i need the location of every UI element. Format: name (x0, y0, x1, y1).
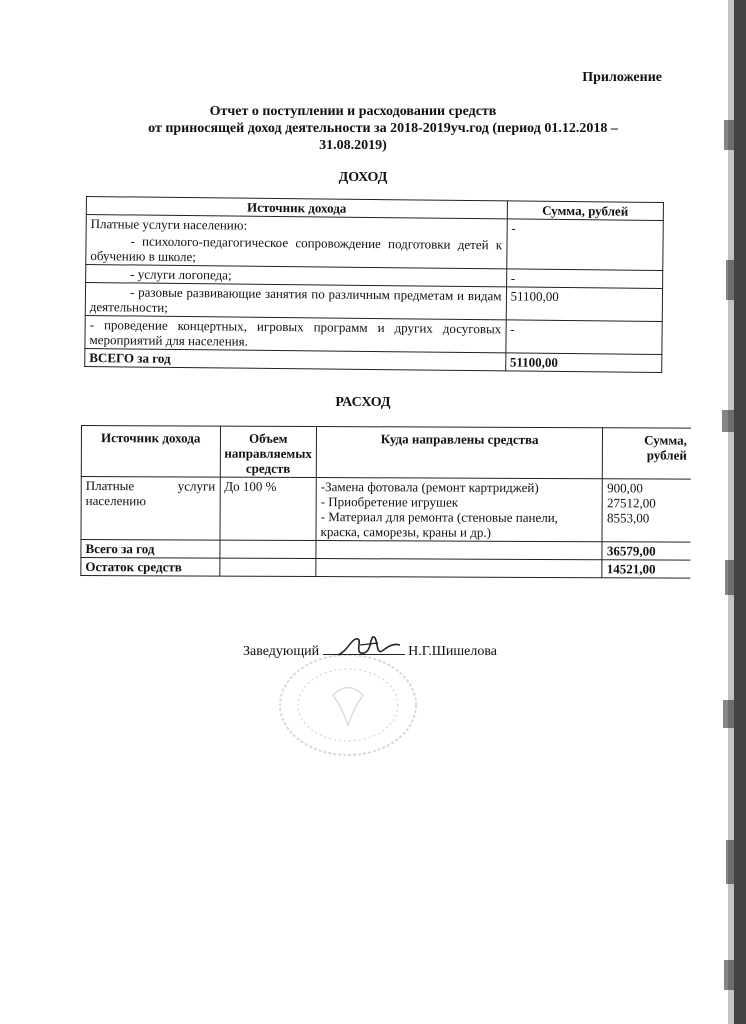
amount-item: 900,00 (607, 480, 643, 496)
column-header-source: Источник дохода (81, 426, 220, 478)
expense-volume-cell: До 100 % (220, 477, 317, 540)
income-amount-cell: - (506, 269, 663, 289)
income-source-cell: - психолого-педагогическое сопровождение подготовки детей к обучению в школе; (86, 232, 507, 269)
amount-item: 27512,00 (607, 495, 656, 511)
scan-edge-artifact (686, 0, 746, 1024)
empty-cell (219, 540, 316, 558)
income-amount-cell: 51100,00 (506, 287, 663, 322)
amount-item: 8553,00 (606, 510, 650, 526)
income-amount-cell: - (505, 320, 662, 355)
empty-cell (219, 558, 316, 576)
handwritten-signature (330, 625, 410, 665)
purpose-item: - Приобретение игрушек (320, 494, 459, 510)
income-heading: ДОХОД (338, 170, 388, 185)
empty-cell (316, 541, 602, 560)
report-title (0, 103, 746, 154)
expense-source-cell: Платные услуги населению (81, 477, 220, 541)
column-header-source: Источник дохода (86, 197, 507, 219)
expense-total-amount: 36579,00 (602, 542, 690, 560)
income-total-amount: 51100,00 (505, 353, 662, 373)
expense-amount-cell (602, 479, 690, 542)
purpose-item: - Материал для ремонта (стеновые панели, краска, саморезы, краны и др.) (320, 509, 558, 540)
income-source-cell: - разовые развивающие занятия по различным предметам и видам деятельности; (85, 283, 506, 320)
income-source-cell: - услуги логопеда; (86, 265, 507, 287)
expense-total-label: Всего за год (81, 540, 220, 559)
income-amount-cell: - (506, 219, 663, 271)
empty-cell (316, 559, 602, 578)
income-source-cell: Платные услуги населению: (86, 215, 507, 237)
column-header-purpose: Куда направлены средства (316, 427, 603, 479)
column-header-amount: Сумма, рублей (507, 201, 664, 221)
expense-purpose-cell (316, 478, 603, 542)
income-total-label: ВСЕГО за год (85, 348, 506, 370)
expense-heading: РАСХОД (335, 395, 391, 410)
appendix-label: Приложение (582, 70, 662, 85)
column-header-volume: Объем направляемых средств (220, 426, 317, 477)
column-header-amount: Сумма, рублей (603, 428, 691, 479)
balance-amount: 14521,00 (602, 560, 690, 578)
title-line-3: 31.08.2019) (319, 138, 387, 153)
table-row (81, 477, 691, 543)
signatory-position: Заведующий (243, 644, 320, 659)
expense-table-header (81, 426, 691, 480)
income-source-cell: - проведение концертных, игровых программ и других досуговых мероприятий для населения. (85, 315, 506, 352)
title-line-1: Отчет о поступлении и расходовании средств (209, 104, 497, 119)
balance-row (81, 558, 691, 579)
stamp-seal (273, 650, 423, 760)
purpose-item: -Замена фотовала (ремонт картриджей) (320, 479, 539, 495)
expense-table (80, 425, 691, 579)
income-table (84, 196, 664, 373)
title-line-2: от приносящей доход деятельности за 2018-2019уч.год (период 01.12.2018 – (148, 121, 618, 136)
balance-label: Остаток средств (81, 558, 220, 577)
signatory-name: Н.Г.Шишелова (408, 644, 498, 659)
